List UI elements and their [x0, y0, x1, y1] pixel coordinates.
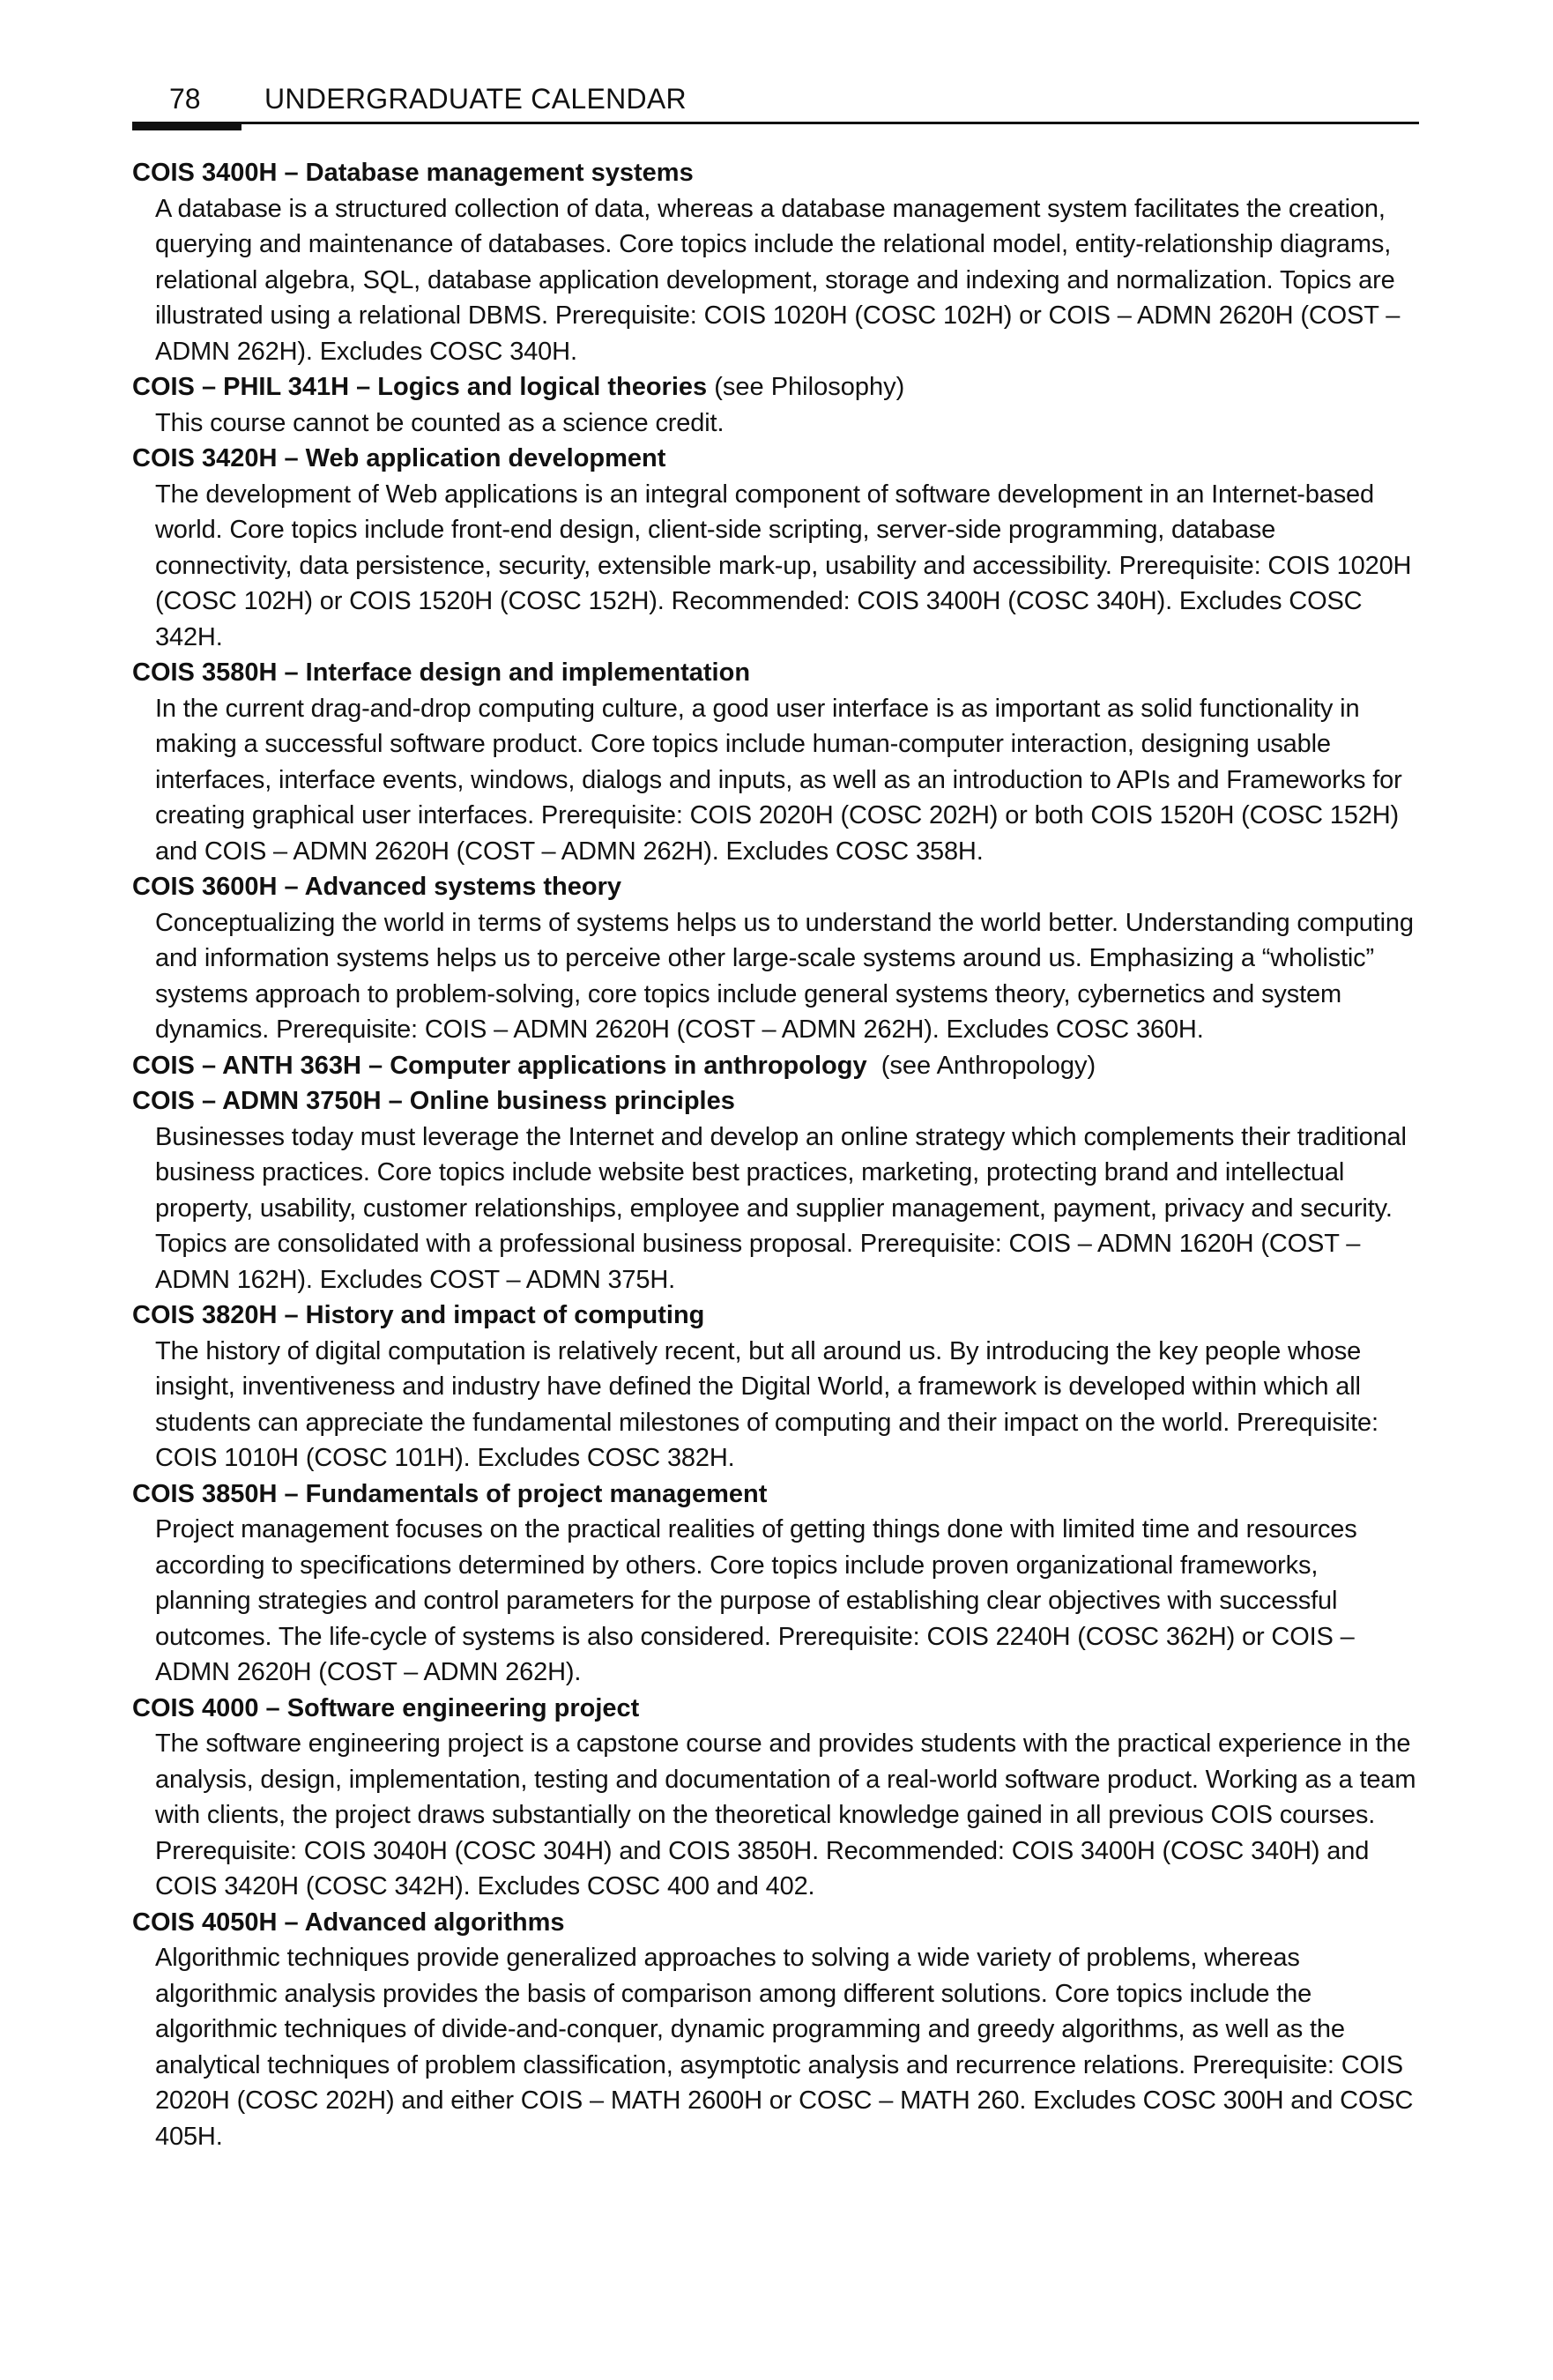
- course-title: [132, 1048, 1419, 1084]
- course-title: [132, 1691, 1419, 1727]
- course-list: [132, 155, 1419, 2154]
- course-description: The development of Web applications is an integral component of software development in an Internet-based world. Core topics include front-end design, client-side scripting, server-side programming, database connectivity, data persistence, security, extensible mark-up, usability and accessibility. Prerequisite: COIS 1020H (COSC 102H) or COIS 1520H (COSC 152H). Recommended: COIS 3400H (COSC 340H). Excludes COSC 342H.: [155, 480, 1412, 651]
- course-description: This course cannot be counted as a science credit.: [155, 408, 724, 437]
- course-title-text: COIS 3600H – Advanced systems theory: [132, 873, 622, 901]
- course-title-text: COIS 3850H – Fundamentals of project management: [132, 1479, 768, 1508]
- course-description: A database is a structured collection of data, whereas a database management system facilitates the creation, querying and maintenance of databases. Core topics include the relational model, entity-relationship diagrams, relational algebra, SQL, database application development, storage and indexing and normalization. Topics are illustrated using a relational DBMS. Prerequisite: COIS 1020H (COSC 102H) or COIS – ADMN 2620H (COST – ADMN 262H). Excludes COSC 340H.: [155, 194, 1401, 366]
- cross-reference-note: (see Anthropology): [881, 1051, 1096, 1080]
- header-tab-bar: [132, 122, 241, 130]
- course-entry: [132, 1083, 1419, 1298]
- course-title: [132, 441, 1419, 477]
- course-description: In the current drag-and-drop computing culture, a good user interface is as important as solid functionality in making a successful software product. Core topics include human-computer interaction, designing usable interfaces, interface events, windows, dialogs and inputs, as well as an introduction to APIs and Frameworks for creating graphical user interfaces. Prerequisite: COIS 2020H (COSC 202H) or both COIS 1520H (COSC 152H) and COIS – ADMN 2620H (COST – ADMN 262H). Excludes COSC 358H.: [155, 694, 1402, 866]
- course-title-text: COIS 3400H – Database management systems: [132, 159, 694, 187]
- course-entry: [132, 1691, 1419, 1905]
- page-header: [132, 81, 1419, 125]
- course-title: [132, 1905, 1419, 1941]
- course-title: [132, 1298, 1419, 1334]
- course-title-text: COIS 3820H – History and impact of computing: [132, 1301, 705, 1329]
- course-title-text: COIS 3580H – Interface design and implementation: [132, 658, 751, 687]
- course-entry: [132, 869, 1419, 1048]
- course-description: Conceptualizing the world in terms of systems helps us to understand the world better. Understanding computing and information systems helps us to perceive other large-scale systems around us. Emphasizing a “wholistic” systems approach to problem-solving, core topics include general systems theory, cybernetics and system dynamics. Prerequisite: COIS – ADMN 2620H (COST – ADMN 262H). Excludes COSC 360H.: [155, 908, 1414, 1044]
- page-number: 78: [169, 83, 201, 115]
- course-entry: [132, 1476, 1419, 1691]
- course-entry: [132, 441, 1419, 655]
- course-description: Businesses today must leverage the Internet and develop an online strategy which complements their traditional business practices. Core topics include website best practices, marketing, protecting brand and intellectual property, usability, customer relationships, employee and supplier management, payment, privacy and security. Topics are consolidated with a professional business proposal. Prerequisite: COIS – ADMN 1620H (COST – ADMN 162H). Excludes COST – ADMN 375H.: [155, 1122, 1407, 1294]
- course-title: [132, 369, 1419, 405]
- course-description: The history of digital computation is relatively recent, but all around us. By introducing the key people whose insight, inventiveness and industry have defined the Digital World, a framework is developed within which all students can appreciate the fundamental milestones of computing and their impact on the world. Prerequisite: COIS 1010H (COSC 101H). Excludes COSC 382H.: [155, 1336, 1378, 1472]
- course-title-text: COIS 3420H – Web application development: [132, 444, 666, 472]
- course-title: [132, 655, 1419, 691]
- course-title-text: COIS 4000 – Software engineering project: [132, 1693, 640, 1722]
- course-title: [132, 155, 1419, 191]
- course-title-text: COIS – ANTH 363H – Computer applications in anthropology: [132, 1051, 867, 1080]
- course-description: The software engineering project is a capstone course and provides students with the practical experience in the analysis, design, implementation, testing and documentation of a real-world software product. Working as a team with clients, the project draws substantially on the theoretical knowledge gained in all previous COIS courses. Prerequisite: COIS 3040H (COSC 304H) and COIS 3850H. Recommended: COIS 3400H (COSC 340H) and COIS 3420H (COSC 342H). Excludes COSC 400 and 402.: [155, 1729, 1416, 1900]
- header-rule: [132, 122, 1419, 124]
- course-title: [132, 1476, 1419, 1513]
- course-title: [132, 869, 1419, 905]
- course-entry: [132, 369, 1419, 441]
- course-title-text: COIS 4050H – Advanced algorithms: [132, 1908, 565, 1937]
- course-description: Algorithmic techniques provide generalized approaches to solving a wide variety of problems, whereas algorithmic analysis provides the basis of comparison among different solutions. Core topics include the algorithmic techniques of divide-and-conquer, dynamic programming and greedy algorithms, as well as the analytical techniques of problem classification, asymptotic analysis and recurrence relations. Prerequisite: COIS 2020H (COSC 202H) and either COIS – MATH 2600H or COSC – MATH 260. Excludes COSC 300H and COSC 405H.: [155, 1944, 1414, 2151]
- course-title-text: COIS – ADMN 3750H – Online business principles: [132, 1087, 735, 1115]
- course-description: Project management focuses on the practical realities of getting things done with limited time and resources according to specifications determined by others. Core topics include proven organizational frameworks, planning strategies and control parameters for the purpose of establishing clear objectives with successful outcomes. The life-cycle of systems is also considered. Prerequisite: COIS 2240H (COSC 362H) or COIS – ADMN 2620H (COST – ADMN 262H).: [155, 1515, 1357, 1686]
- course-entry: [132, 155, 1419, 369]
- cross-reference-note: (see Philosophy): [714, 373, 905, 401]
- course-entry: [132, 655, 1419, 869]
- course-title-text: COIS – PHIL 341H – Logics and logical theories: [132, 373, 708, 401]
- course-entry: [132, 1298, 1419, 1476]
- course-entry: [132, 1048, 1419, 1084]
- running-title: UNDERGRADUATE CALENDAR: [264, 83, 687, 115]
- course-title: [132, 1083, 1419, 1119]
- course-entry: [132, 1905, 1419, 2155]
